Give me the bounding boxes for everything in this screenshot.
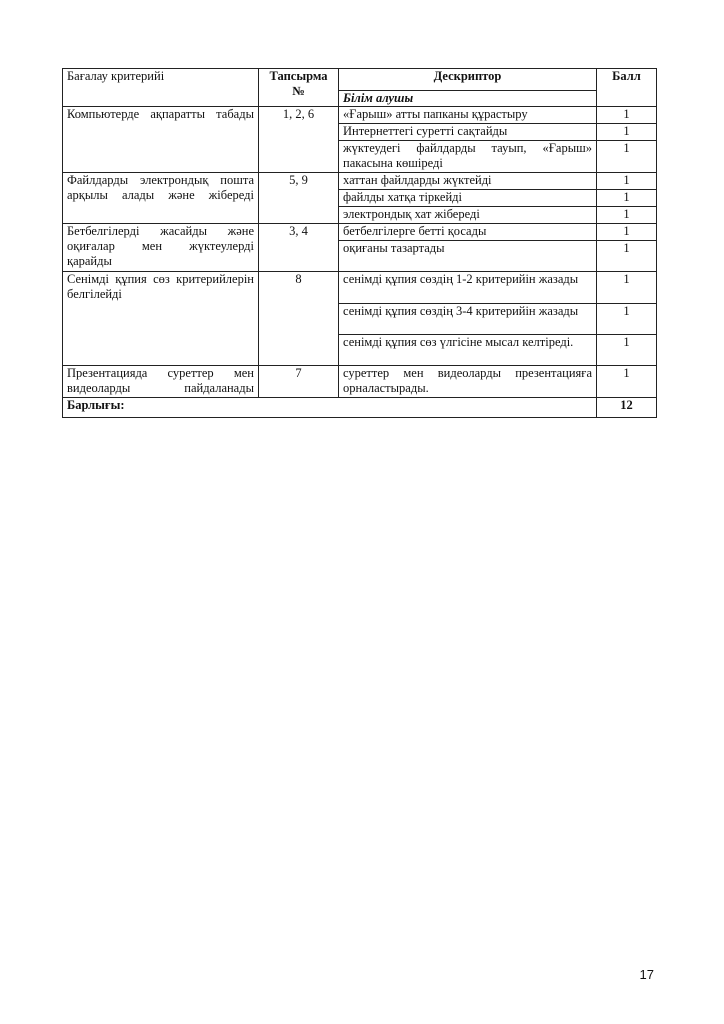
subheader-learner: Білім алушы xyxy=(339,91,597,107)
descriptor-cell: сенімді құпия сөз үлгісіне мысал келтіреді. xyxy=(339,335,597,366)
task-cell: 8 xyxy=(259,272,339,366)
header-points: Балл xyxy=(597,69,657,107)
task-cell: 5, 9 xyxy=(259,173,339,224)
page-number: 17 xyxy=(639,967,654,982)
points-cell: 1 xyxy=(597,124,657,141)
descriptor-cell: сенімді құпия сөздің 3-4 критерийін жазады xyxy=(339,304,597,335)
total-points: 12 xyxy=(597,398,657,418)
task-cell: 7 xyxy=(259,366,339,398)
descriptor-cell: электрондық хат жібереді xyxy=(339,207,597,224)
header-task: Тапсырма № xyxy=(259,69,339,107)
header-criterion: Бағалау критерийі xyxy=(63,69,259,107)
points-cell: 1 xyxy=(597,335,657,366)
points-cell: 1 xyxy=(597,224,657,241)
assessment-table xyxy=(62,68,657,418)
descriptor-cell: Интернеттегі суретті сақтайды xyxy=(339,124,597,141)
points-cell: 1 xyxy=(597,141,657,173)
total-label: Барлығы: xyxy=(63,398,597,418)
points-cell: 1 xyxy=(597,366,657,398)
descriptor-cell: файлды хатқа тіркейді xyxy=(339,190,597,207)
descriptor-cell: суреттер мен видеоларды презентацияға орналастырады. xyxy=(339,366,597,398)
points-cell: 1 xyxy=(597,304,657,335)
points-cell: 1 xyxy=(597,272,657,304)
points-cell: 1 xyxy=(597,207,657,224)
criterion-cell: Сенімді құпия сөз критерийлерін белгілейді xyxy=(63,272,259,366)
points-cell: 1 xyxy=(597,241,657,272)
criterion-cell: Файлдарды электрондық пошта арқылы алады және жібереді xyxy=(63,173,259,224)
descriptor-cell: сенімді құпия сөздің 1-2 критерийін жазады xyxy=(339,272,597,304)
descriptor-cell: «Ғарыш» атты папканы құрастыру xyxy=(339,107,597,124)
descriptor-cell: жүктеудегі файлдарды тауып, «Ғарыш» пакасына көшіреді xyxy=(339,141,597,173)
points-cell: 1 xyxy=(597,107,657,124)
descriptor-cell: бетбелгілерге бетті қосады xyxy=(339,224,597,241)
points-cell: 1 xyxy=(597,173,657,190)
criterion-cell: Бетбелгілерді жасайды және оқиғалар мен жүктеулерді қарайды xyxy=(63,224,259,272)
descriptor-cell: оқиғаны тазартады xyxy=(339,241,597,272)
criterion-cell: Компьютерде ақпаратты табады xyxy=(63,107,259,173)
criterion-cell: Презентацияда суреттер мен видеоларды пайдаланады xyxy=(63,366,259,398)
task-cell: 1, 2, 6 xyxy=(259,107,339,173)
header-descriptor: Дескриптор xyxy=(339,69,597,91)
task-cell: 3, 4 xyxy=(259,224,339,272)
descriptor-cell: хаттан файлдарды жүктейді xyxy=(339,173,597,190)
points-cell: 1 xyxy=(597,190,657,207)
